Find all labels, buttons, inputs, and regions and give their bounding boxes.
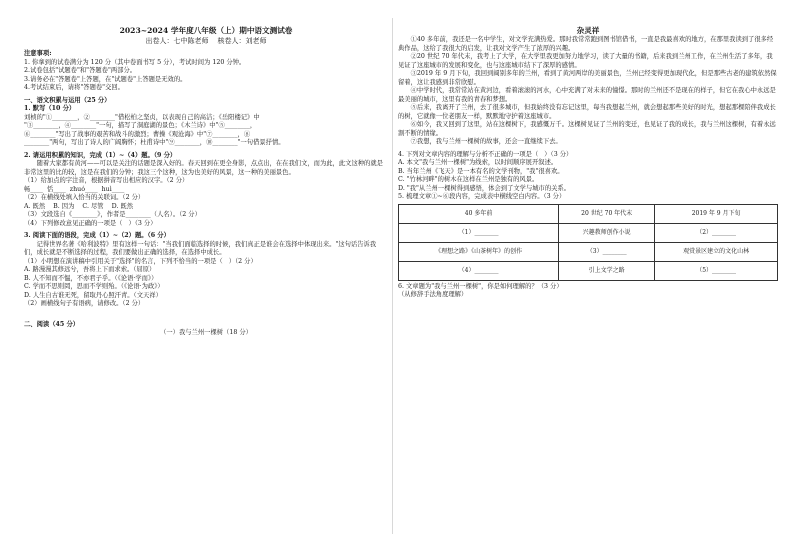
q1-line-2: "③________，④________"一句，描写了洞庭湖的景色；《木兰诗》中"⑤________， [24,122,257,129]
flow-cell: （4）________ [399,261,559,280]
para-4: ④中学时代，我常常站在黄河边，看着滚滚的河水，心中充满了对未来的憧憬。那时的兰州还不是现在的样子，但它在我心中永远是最美丽的城市，这里有我的青春和梦想。 [398,87,776,103]
part1-head: 一、语文积累与运用（25 分） [24,96,111,104]
q4-option-c: C. "竹林河畔"的树木在这样在兰州是独有的风景。 [398,176,539,183]
q5-stem: 5. 梳理文章①~⑥段内容，完成表中横线空白内容。（3 分） [398,193,566,200]
q3-sub-6: （2）画横线句子有语病，请修改。（2 分） [24,300,145,307]
para-1: ①40 多年前，我还是一名中学生，对文学充满热爱。那时我常常跑到图书馆借书，一直是我最喜欢的地方，在那里我读到了很多经典作品，这给了我很大的启发，让我对文学产生了浓厚的兴趣。 [398,36,774,52]
q3-sub-2: A. 路漫漫其修远兮，吾将上下而求索。（屈原） [24,266,156,273]
para-3: ③2019 年 9 月下旬，我回到阔别多年的兰州，看到了黄河两岸的美丽景色，兰州已经变得更加现代化，但是那些古老的建筑依然保留着，这让我感到非常欣慰。 [398,70,777,86]
q6-stem: 6. 文章题为"我与兰州一棵树"，你是如何理解的？（3 分） [398,282,563,290]
reading1-head: （一）我与兰州一棵树（18 分） [160,329,252,336]
q2-passage: 随着大家都有黄河——可以是关注的话题是深入好的。春天回到在更全身影，点点出，在在我们文，而为此，此文这种的就是非常这里的比的较，这是在我们的分钟；我这三个这种，这为也美好的风景，这一种的美丽景色。 [24,160,383,176]
flow-table [398,204,778,281]
q2-sub-3: （2）在横线处填入恰当的关联词。（2 分） [24,194,145,201]
left-column [24,26,388,536]
part2-head: 二、阅读（45 分） [24,320,80,328]
flow-cell: 引上文学之路 [559,261,655,280]
para-6: ⑥如今，我又回到了这里，站在这棵树下，我感慨万千。这棵树见证了兰州的变迁，也见证了我的成长，我与兰州这棵树，有着永远割不断的情缘。 [398,121,776,137]
flow-cell: 40 多年前 [399,204,559,223]
setter-line: 出卷人：七中陈老师 核卷人：刘老师 [145,37,267,45]
flow-cell: 20 世纪 70 年代末 [559,204,655,223]
flow-row [399,242,778,261]
flow-row [399,261,778,280]
q3-passage: 记得世界名著《哈利波特》里有这样一句话："当我们面临选择的时候，我们真正是谁会在选择中体现出来。"这句话告诉我们，成长就是不断选择的过程，我们要做出正确的选择，在选择中成长。 [24,240,377,256]
q3-head: 3. 阅读下面的语段，完成（1）~（2）题。（6 分） [24,232,170,239]
exam-title: 2023~2024 学年度八年级（上）期中语文测试卷 [119,26,293,35]
q6-sub: （从修辞手法角度理解） [398,291,468,298]
q3-sub-4: C. 学而不思则罔，思而不学则殆。（《论语·为政》） [24,283,164,290]
notice-1: 1. 你拿到的试卷满分为 120 分（其中卷面书写 5 分），考试时间为 120 分钟。 [24,58,246,66]
para-7: ⑦我想，我与兰州一棵树的故事，还会一直继续下去。 [398,138,562,145]
flow-row [399,204,778,223]
q2-head: 2. 请运用积累的知识，完成（1）~（4）题。（9 分） [24,151,177,159]
q1-line-1: 刘桢的"①________，②________"借松柏之坚贞，以表现自己的高洁；《岳阳楼记》中 [24,113,260,121]
q2-sub-6: （4）下列修改意见正确的一项是（ ）（3 分） [24,219,157,227]
flow-row [399,223,778,242]
notice-head: 注意事项: [24,50,52,57]
notice-2: 2.试卷包括"试题卷"和"答题卷"两部分。 [24,67,137,74]
flow-cell: 兴趣教师创作小说 [559,223,655,242]
flow-cell: 《理想之路》《山茶树年》的创作 [399,242,559,261]
q2-sub-1: （1）给加点的字注音，根据拼音写出相应的汉字。（2 分） [24,177,189,184]
flow-cell: （1）________ [399,223,559,242]
q3-sub-5: D. 人生自古谁无死，留取丹心照汗青。（文天祥） [24,291,162,299]
q3-sub-3: B. 人不知而不愠，不亦君子乎。（《论语·学而》） [24,274,158,282]
right-column [398,26,778,536]
flow-cell: 2019 年 9 月下旬 [655,204,778,223]
flow-cell: （3）________ [559,242,655,261]
reading-title: 杂灵祥 [576,26,600,35]
q1-line-3: ⑥________"写出了战事的艰苦和战斗的激烈；曹操《观沧海》中"⑦________，⑧ [24,130,251,138]
para-5: ⑤后来，我离开了兰州，去了很多城市，但我始终没有忘记这里，每当我想起兰州，就会想起那些美好的时光，想起那棵陪伴我成长的树，它就像一位老朋友一样，默默地守护着这座城市。 [398,104,776,120]
q4-stem: 4. 下列对文章内容的理解与分析不正确的一项是（ ）（3 分） [398,150,573,158]
notice-3: 3.请务必在"答题卷"上答题，在"试题卷"上答题是无效的。 [24,75,187,83]
q1-head: 1. 默写（10 分） [24,105,76,112]
flow-cell: （2）________ [655,223,778,242]
q2-sub-4: A. 既然 B. 因为 C. 尽管 D. 既然 [24,202,133,210]
flow-cell: 观赏景区建立的文化山林 [655,242,778,261]
q4-option-b: B. 当年兰州《飞天》是一本有名的文学刊物，"我"很喜欢。 [398,167,564,175]
notice-4: 4.考试结束后，请将"答题卷"交回。 [24,84,124,91]
para-2: ②20 世纪 70 年代末，我考上了大学，在大学里我更加努力地学习，读了大量的书籍，后来我到兰州工作，在兰州生活了多年，我见证了这座城市的发展和变化，也与这座城市结下了深厚的感情。 [398,53,773,69]
q4-option-a: A. 本文"我与兰州一棵树"为线索，以时间顺序展开叙述。 [398,159,558,166]
q4-option-d: D. "我"从兰州一棵树得到感悟，体会到了文学与城市的关系。 [398,184,571,192]
q3-sub-1: （1）小明想在演讲稿中引用关于"选择"的名言，下列不恰当的一项是（ ）（2 分） [24,257,257,265]
q1-line-4: ________"两句，写出了诗人的广阔胸怀；杜甫诗中"⑨________，⑩________"一句借景抒情。 [24,139,285,146]
fold-line [392,18,393,534]
flow-cell: （5）________ [655,261,778,280]
q2-sub-5: （3）文段选自《________》，作者是________（人名）。（2 分） [24,211,201,218]
q2-sub-2: 畅____ 恬____ zhuó____ huì____ [24,185,125,193]
